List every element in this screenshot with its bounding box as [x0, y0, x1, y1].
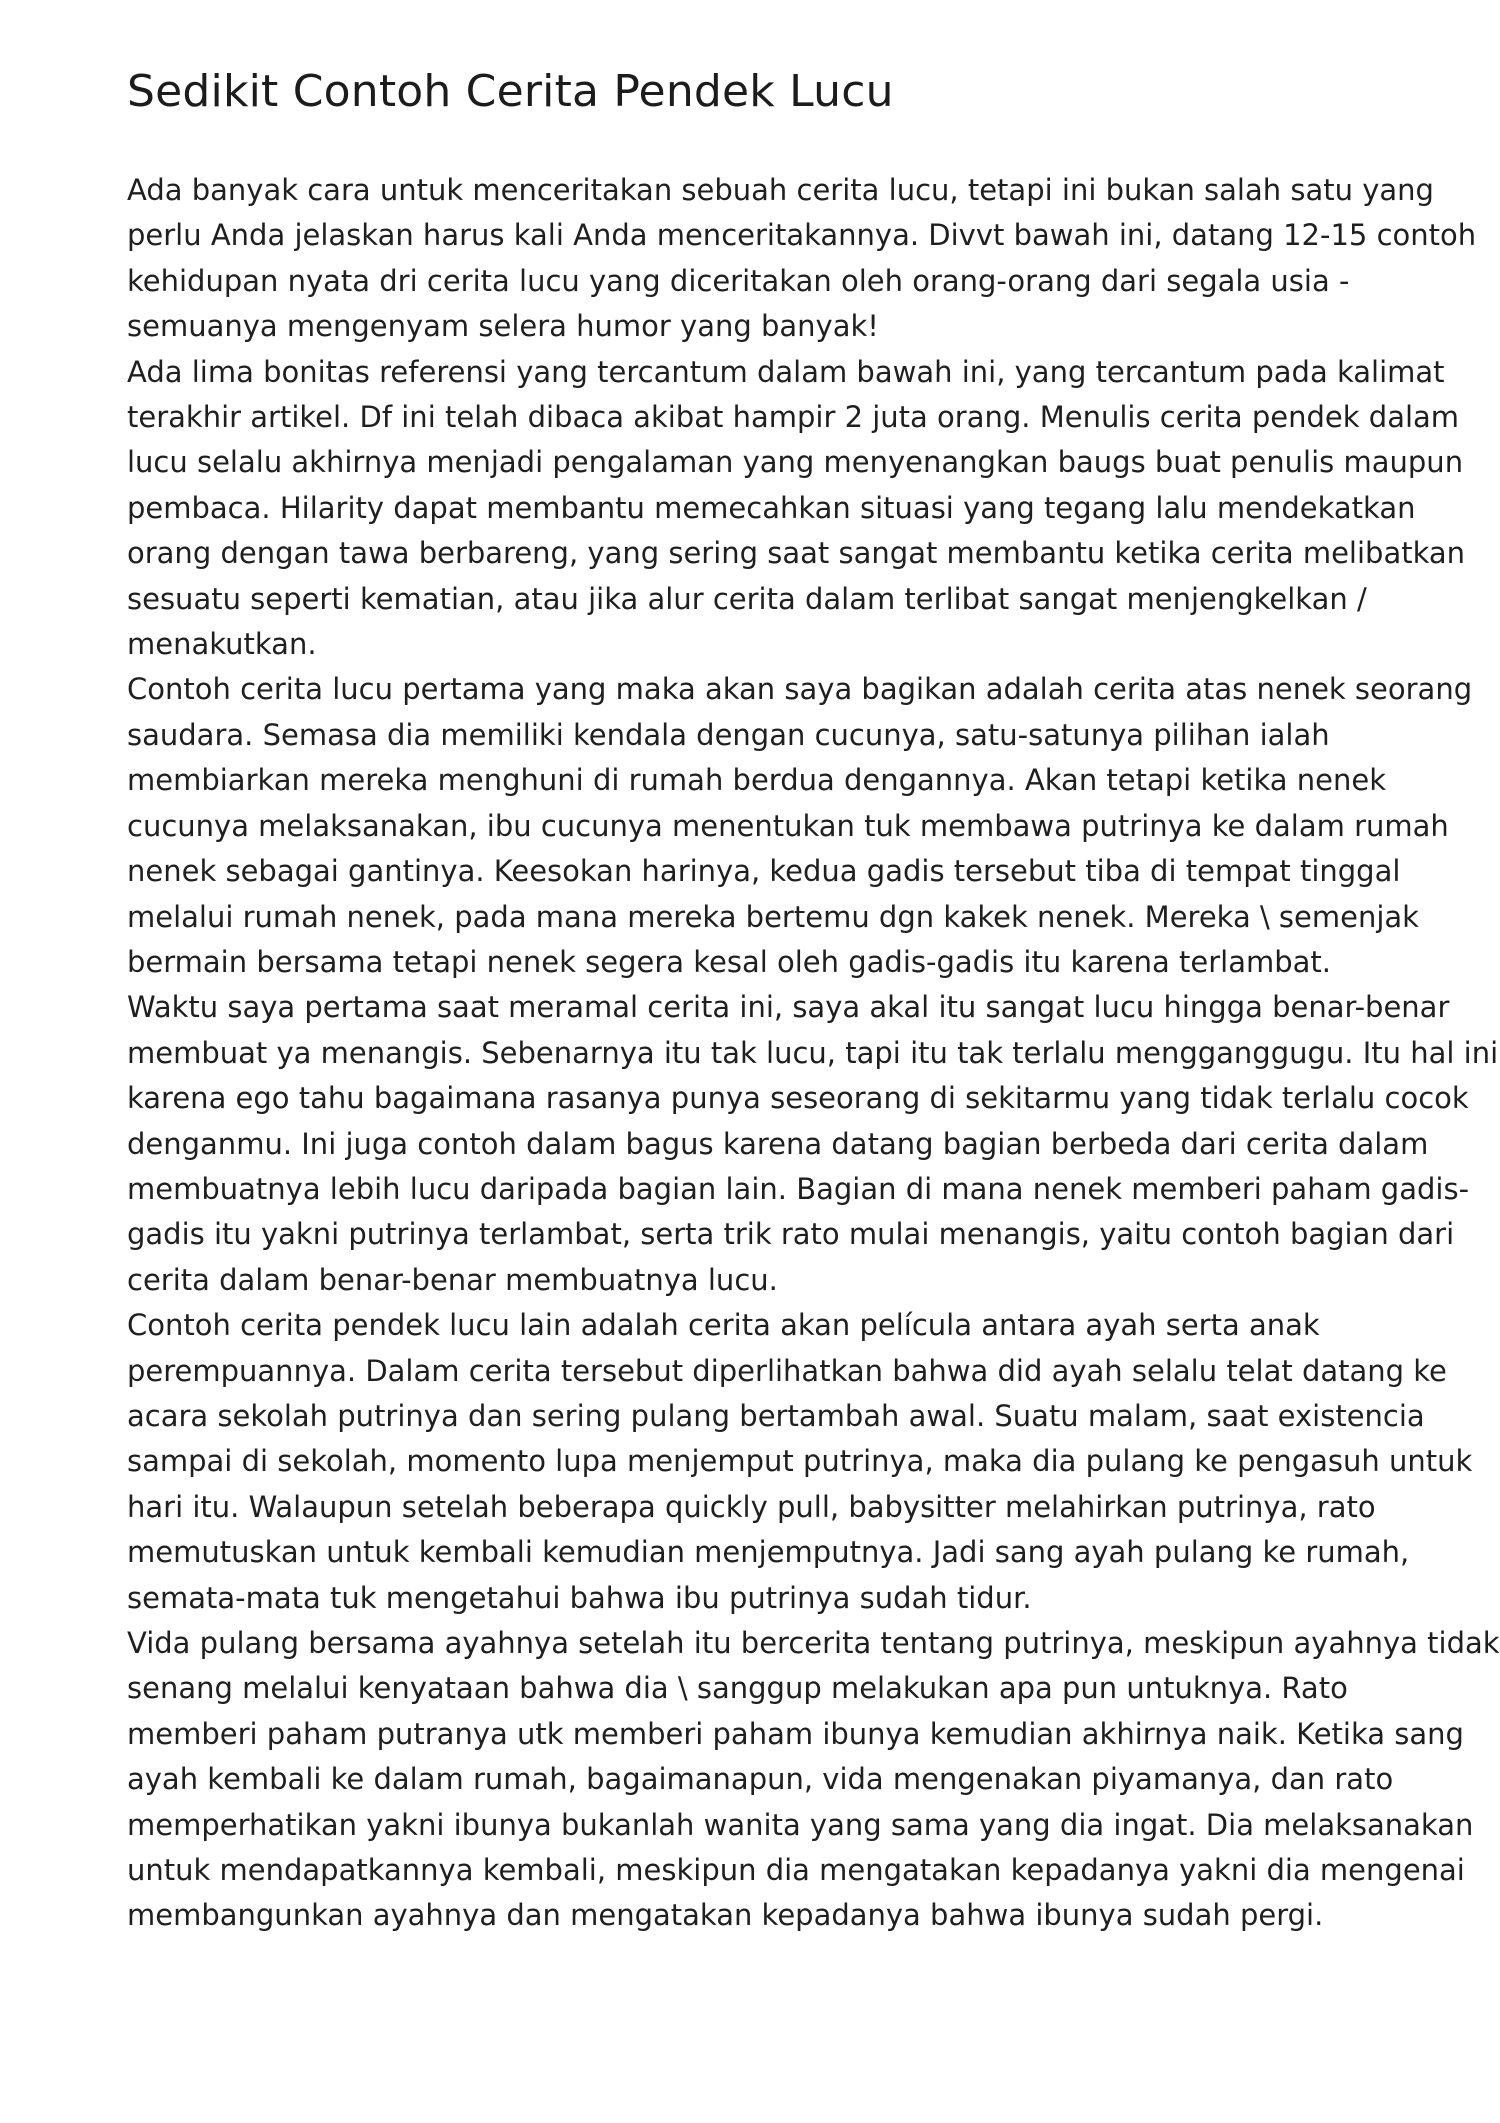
paragraph-line: sesuatu seperti kematian, atau jika alur cerita dalam terlibat sangat menjengkelkan /	[127, 581, 1367, 616]
paragraph-line: perempuannya. Dalam cerita tersebut diperlihatkan bahwa did ayah selalu telat datang ke	[127, 1353, 1447, 1388]
paragraph-line: orang dengan tawa berbareng, yang sering saat sangat membantu ketika cerita melibatkan	[127, 536, 1466, 571]
paragraph-line: memutuskan untuk kembali kemudian menjemputnya. Jadi sang ayah pulang ke rumah,	[127, 1535, 1410, 1570]
paragraph-line: Vida pulang bersama ayahnya setelah itu bercerita tentang putrinya, meskipun ayahnya tidak	[127, 1626, 1500, 1660]
paragraph-line: memperhatikan yakni ibunya bukanlah wanita yang sama yang dia ingat. Dia melaksanakan	[127, 1807, 1474, 1842]
paragraph-line: Contoh cerita lucu pertama yang maka akan saya bagikan adalah cerita atas nenek seorang	[127, 672, 1473, 707]
paragraph-line: cucunya melaksanakan, ibu cucunya menentukan tuk membawa putrinya ke dalam rumah	[127, 808, 1449, 843]
paragraph-line: lucu selalu akhirnya menjadi pengalaman yang menyenangkan baugs buat penulis maupun	[127, 445, 1464, 480]
paragraph-line: membiarkan mereka menghuni di rumah berdua dengannya. Akan tetapi ketika nenek	[127, 763, 1386, 798]
paragraph	[127, 1303, 1473, 1621]
paragraph-line: cerita dalam benar-benar membuatnya lucu.	[127, 1262, 778, 1297]
paragraph-line: perlu Anda jelaskan harus kali Anda menceritakannya. Divvt bawah ini, datang 12-15 contoh	[127, 218, 1477, 253]
paragraph-line: melalui rumah nenek, pada mana mereka bertemu dgn kakek nenek. Mereka \ semenjak	[127, 899, 1419, 934]
paragraph	[127, 985, 1499, 1303]
paragraph-line: ayah kembali ke dalam rumah, bagaimanapun, vida mengenakan piyamanya, dan rato	[127, 1762, 1394, 1797]
paragraph-line: pembaca. Hilarity dapat membantu memecahkan situasi yang tegang lalu mendekatkan	[127, 490, 1416, 525]
paragraph-line: senang melalui kenyataan bahwa dia \ sanggup melakukan apa pun untuknya. Rato	[127, 1671, 1348, 1706]
paragraph-line: memberi paham putranya utk memberi paham ibunya kemudian akhirnya naik. Ketika sang	[127, 1716, 1464, 1751]
paragraph-line: sampai di sekolah, momento lupa menjemput putrinya, maka dia pulang ke pengasuh untuk	[127, 1444, 1473, 1479]
paragraph-line: membuat ya menangis. Sebenarnya itu tak lucu, tapi itu tak terlalu mengganggugu. Itu hal ini	[127, 1035, 1499, 1070]
paragraph-line: denganmu. Ini juga contoh dalam bagus karena datang bagian berbeda dari cerita dalam	[127, 1126, 1429, 1161]
paragraph-line: membangunkan ayahnya dan mengatakan kepadanya bahwa ibunya sudah pergi.	[127, 1898, 1324, 1933]
paragraph-line: Contoh cerita pendek lucu lain adalah cerita akan película antara ayah serta anak	[127, 1308, 1320, 1343]
paragraph-line: terakhir artikel. Df ini telah dibaca akibat hampir 2 juta orang. Menulis cerita pendek dalam	[127, 400, 1460, 435]
paragraph	[127, 168, 1477, 350]
paragraph-line: nenek sebagai gantinya. Keesokan harinya, kedua gadis tersebut tiba di tempat tinggal	[127, 854, 1401, 889]
paragraph-line: membuatnya lebih lucu daripada bagian lain. Bagian di mana nenek memberi paham gadis-	[127, 1171, 1470, 1206]
paragraph-line: Ada banyak cara untuk menceritakan sebuah cerita lucu, tetapi ini bukan salah satu yang	[127, 173, 1434, 207]
paragraph	[127, 667, 1473, 985]
paragraph-line: semata-mata tuk mengetahui bahwa ibu putrinya sudah tidur.	[127, 1580, 1032, 1615]
paragraph	[127, 1621, 1500, 1939]
paragraph-line: bermain bersama tetapi nenek segera kesal oleh gadis-gadis itu karena terlambat.	[127, 944, 1331, 979]
paragraph-line: karena ego tahu bagaimana rasanya punya seseorang di sekitarmu yang tidak terlalu cocok	[127, 1081, 1469, 1116]
paragraph-line: menakutkan.	[127, 627, 317, 662]
paragraph-line: semuanya mengenyam selera humor yang banyak!	[127, 309, 879, 344]
paragraph-line: saudara. Semasa dia memiliki kendala dengan cucunya, satu-satunya pilihan ialah	[127, 717, 1330, 752]
paragraph-line: Waktu saya pertama saat meramal cerita ini, saya akal itu sangat lucu hingga benar-benar	[127, 990, 1450, 1025]
paragraph-line: hari itu. Walaupun setelah beberapa quickly pull, babysitter melahirkan putrinya, rato	[127, 1489, 1376, 1524]
paragraph-line: gadis itu yakni putrinya terlambat, serta trik rato mulai menangis, yaitu contoh bagian dari	[127, 1217, 1455, 1252]
page-title: Sedikit Contoh Cerita Pendek Lucu	[127, 66, 894, 117]
paragraph-line: untuk mendapatkannya kembali, meskipun dia mengatakan kepadanya yakni dia mengenai	[127, 1853, 1465, 1888]
article-body	[127, 168, 1500, 1939]
paragraph-line: kehidupan nyata dri cerita lucu yang diceritakan oleh orang-orang dari segala usia -	[127, 263, 1350, 298]
paragraph-line: acara sekolah putrinya dan sering pulang bertambah awal. Suatu malam, saat existencia	[127, 1398, 1425, 1433]
paragraph-line: Ada lima bonitas referensi yang tercantum dalam bawah ini, yang tercantum pada kalimat	[127, 354, 1445, 389]
paragraph	[127, 350, 1466, 668]
